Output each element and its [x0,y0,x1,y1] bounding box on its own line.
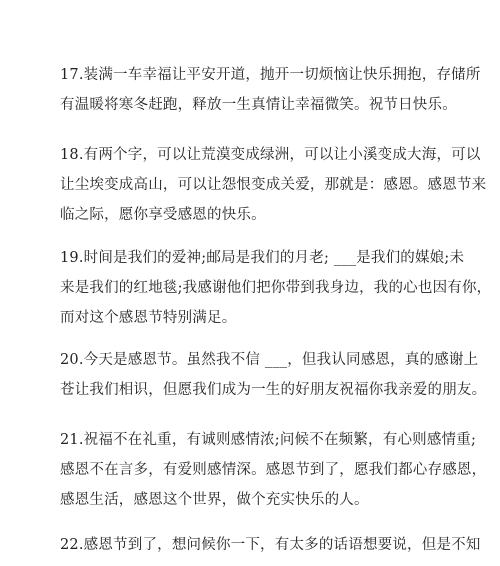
text-line: 有温暖将寒冬赶跑，释放一生真情让幸福微笑。祝节日快乐。 [60,97,457,113]
paragraph-22 [60,530,481,560]
text-line: 来是我们的红地毯;我感谢他们把你带到我身边，我的心也因有你， [60,280,492,296]
text-line: 感恩生活，感恩这个世界，做个充实快乐的人。 [60,492,369,508]
paragraph-17 [60,60,481,120]
text-line: 临之际，愿你享受感恩的快乐。 [60,207,266,223]
paragraph-21 [60,425,487,515]
text-line: 20.今天是感恩节。虽然我不信 ___，但我认同感恩，真的感谢上 [60,352,479,368]
text-line: 22.感恩节到了，想问候你一下，有太多的话语想要说，但是不知 [60,537,481,553]
paragraph-18 [60,140,487,230]
text-line: 21.祝福不在礼重，有诚则感情浓;问候不在频繁，有心则感情重; [60,432,477,448]
text-line: 19.时间是我们的爱神;邮局是我们的月老; ___是我们的媒娘;未 [60,250,465,266]
text-line: 苍让我们相识，但愿我们成为一生的好朋友祝福你我亲爱的朋友。 [60,382,487,398]
paragraph-19 [60,243,492,333]
text-line: 18.有两个字，可以让荒漠变成绿洲，可以让小溪变成大海，可以 [60,147,481,163]
text-line: 让尘埃变成高山，可以让怨恨变成关爱，那就是：感恩。感恩节来 [60,177,487,193]
paragraph-20 [60,345,487,405]
text-line: 感恩不在言多，有爱则感情深。感恩节到了，愿我们都心存感恩， [60,462,487,478]
text-line: 17.装满一车幸福让平安开道，抛开一切烦恼让快乐拥抱，存储所 [60,67,481,83]
text-line: 而对这个感恩节特别满足。 [60,310,237,326]
